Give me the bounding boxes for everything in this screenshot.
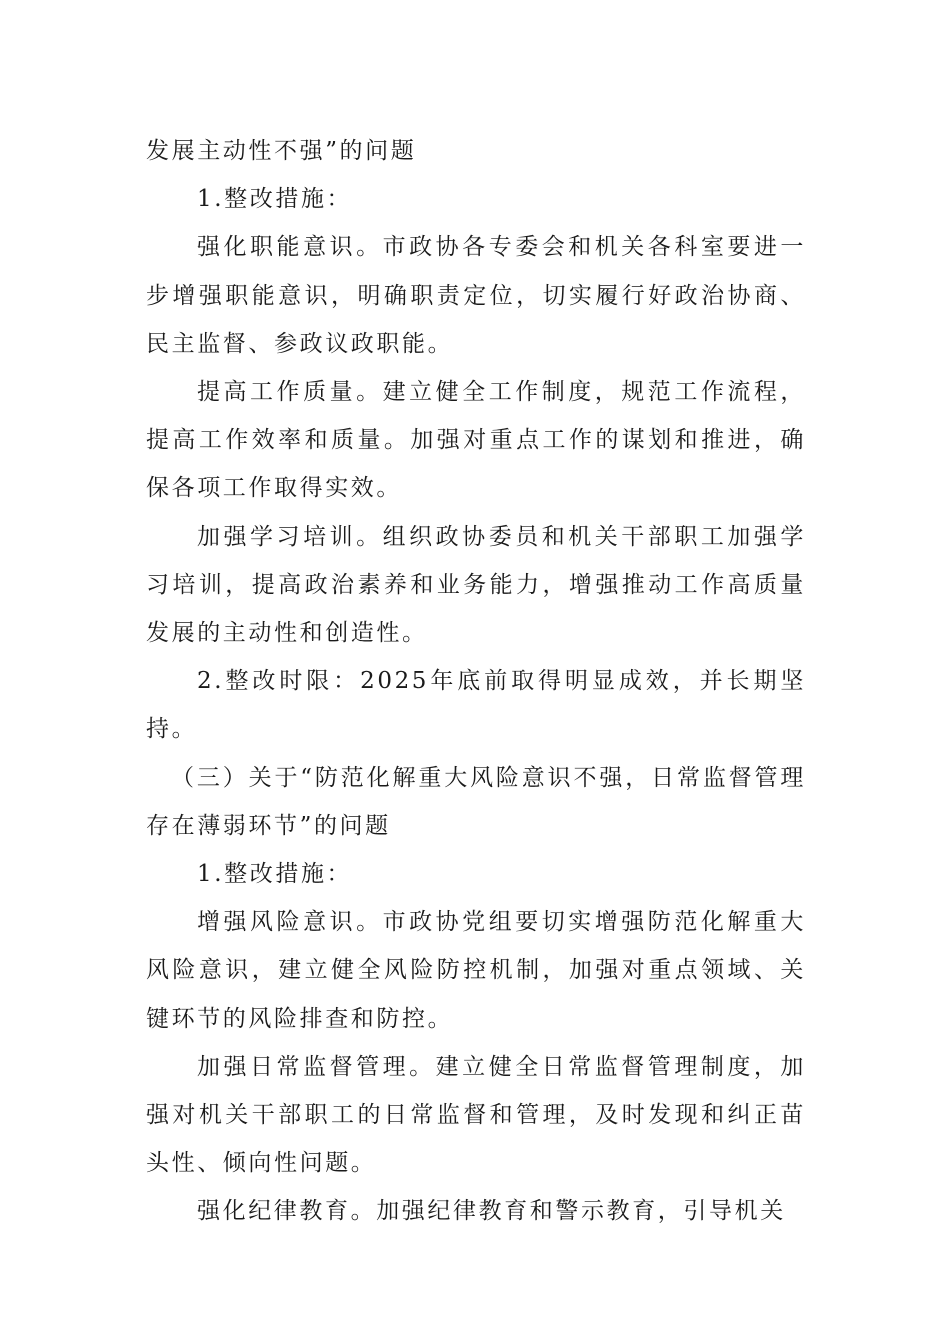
measures-heading-1b: 1.整改措施： <box>197 861 353 888</box>
paragraph-daily-supervision: 加强日常监督管理。建立健全日常监督管理制度，加强对机关干部职工的日常监督和管理，及时发现和纠正苗头性、倾向性问题。 <box>146 1053 806 1177</box>
paragraph-study-training: 加强学习培训。组织政协委员和机关干部职工加强学习培训，提高政治素养和业务能力，增强推动工作高质量发展的主动性和创造性。 <box>146 523 806 647</box>
deadline-heading-2: 2.整改时限：2025年底前取得明显成效，并长期坚持。 <box>146 668 806 743</box>
paragraph-discipline-education: 强化纪律教育。加强纪律教育和警示教育，引导机关 <box>197 1198 786 1225</box>
measures-heading-1: 1.整改措施： <box>197 186 353 213</box>
paragraph-strengthen-functions: 强化职能意识。市政协各专委会和机关各科室要进一步增强职能意识，明确职责定位，切实履行好政治协商、民主监督、参政议政职能。 <box>146 234 806 357</box>
paragraph-continuation: 发展主动性不强”的问题 <box>146 138 417 164</box>
paragraph-risk-awareness: 增强风险意识。市政协党组要切实增强防范化解重大风险意识，建立健全风险防控机制，加强对重点领域、关键环节的风险排查和防控。 <box>146 909 806 1032</box>
paragraph-improve-quality: 提高工作质量。建立健全工作制度，规范工作流程，提高工作效率和质量。加强对重点工作的谋划和推进，确保各项工作取得实效。 <box>146 379 806 502</box>
section-heading-3: （三）关于“防范化解重大风险意识不强，日常监督管理存在薄弱环节”的问题 <box>146 764 806 839</box>
document-body <box>146 127 806 1236</box>
